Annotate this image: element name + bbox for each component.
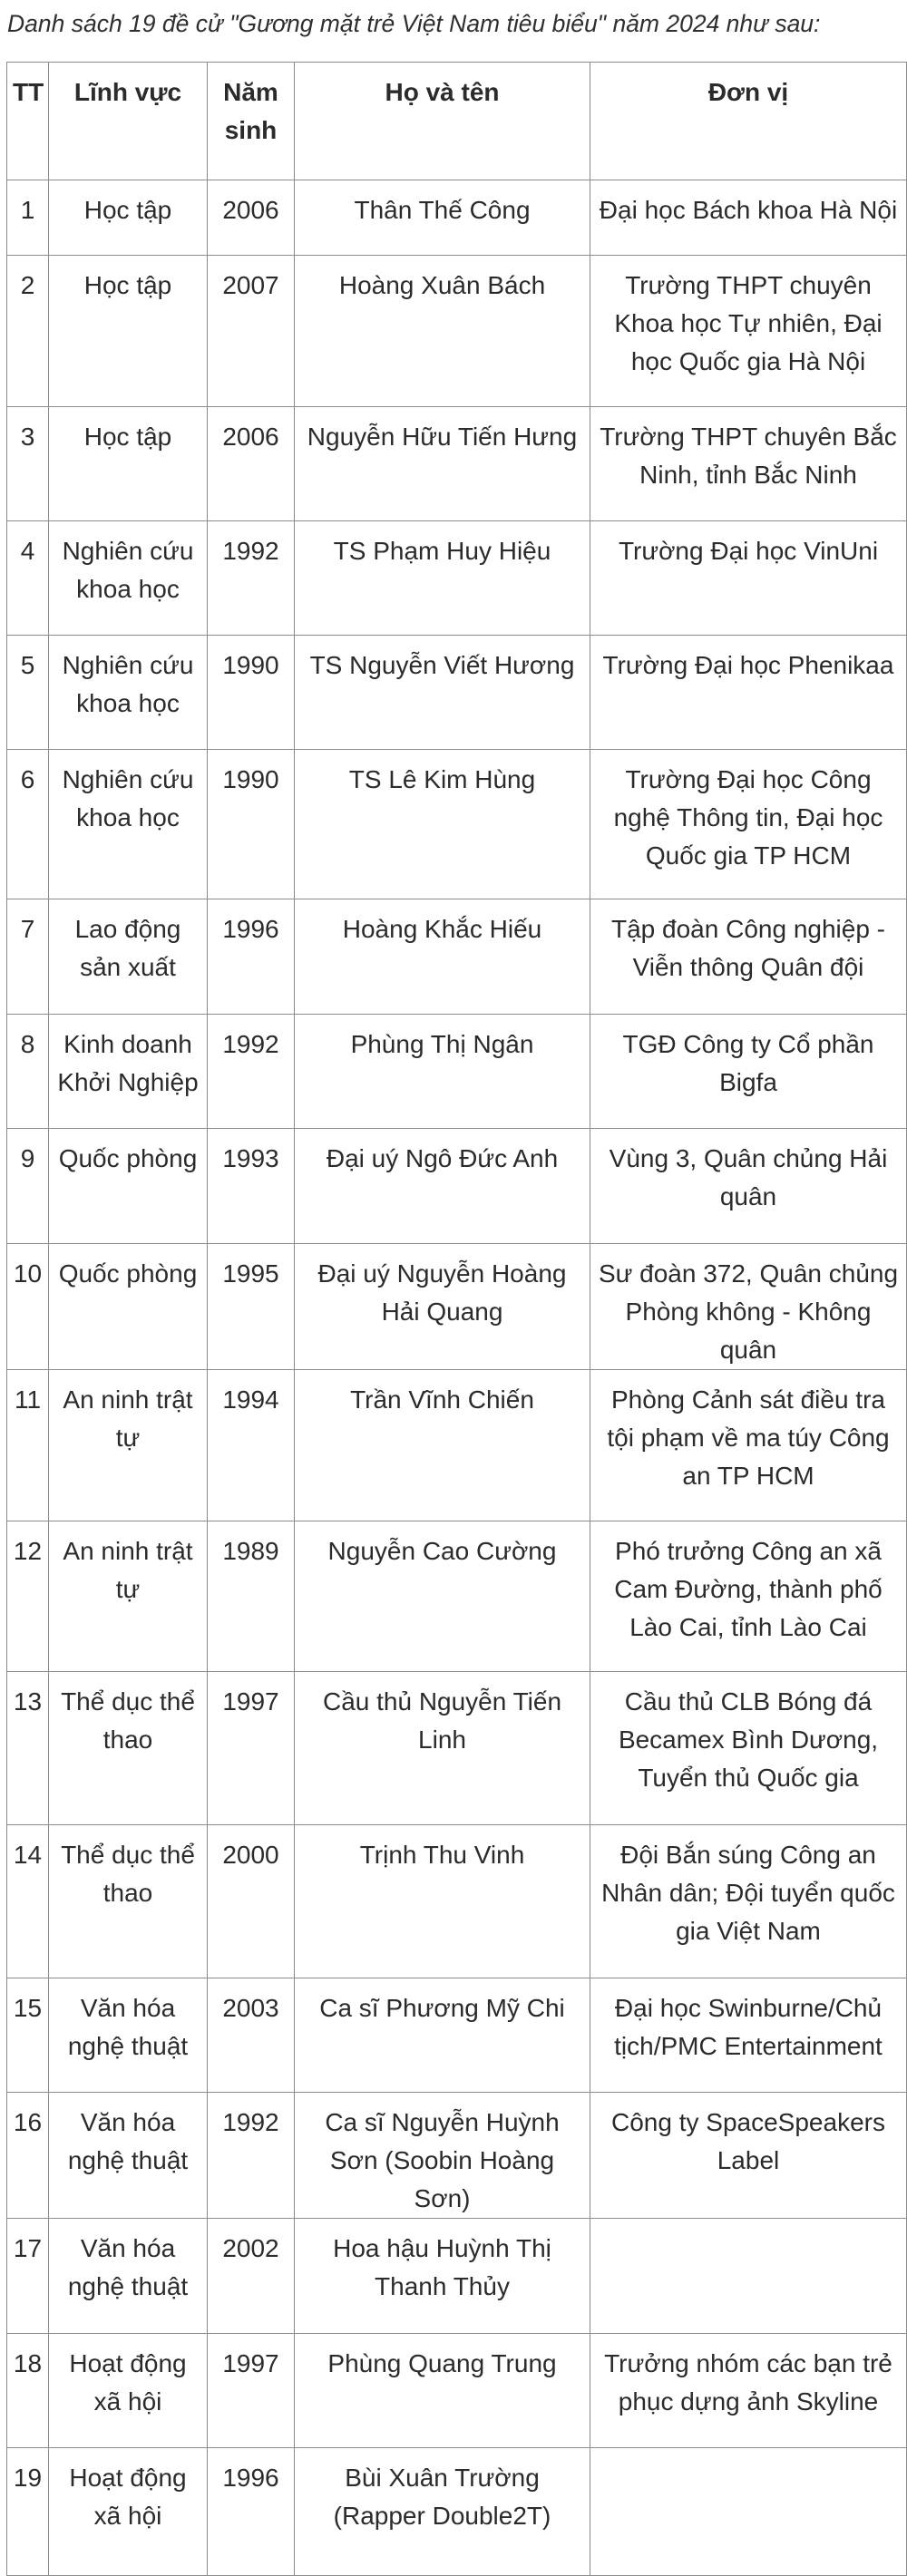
table-row [7,636,907,750]
cell-field: Nghiên cứu khoa học [49,750,208,899]
cell-name: Trần Vĩnh Chiến [295,1370,590,1521]
cell-name: Cầu thủ Nguyễn Tiến Linh [295,1672,590,1825]
table-row [7,1672,907,1825]
cell-name: Nguyễn Cao Cường [295,1521,590,1672]
cell-unit [590,2219,907,2334]
cell-unit: Trường Đại học VinUni [590,521,907,636]
cell-tt: 13 [7,1672,49,1825]
table-row [7,2219,907,2334]
cell-tt: 14 [7,1825,49,1978]
cell-field: Văn hóa nghệ thuật [49,2093,208,2219]
cell-year: 1996 [208,2448,295,2576]
cell-field: Quốc phòng [49,1129,208,1244]
cell-unit: Phó trưởng Công an xã Cam Đường, thành phố Lào Cai, tỉnh Lào Cai [590,1521,907,1672]
cell-tt: 9 [7,1129,49,1244]
cell-field: Thể dục thể thao [49,1825,208,1978]
cell-year: 1995 [208,1244,295,1370]
cell-year: 2003 [208,1978,295,2093]
cell-unit: Phòng Cảnh sát điều tra tội phạm về ma túy Công an TP HCM [590,1370,907,1521]
header-unit: Đơn vị [590,63,907,180]
cell-year: 1997 [208,1672,295,1825]
table-row [7,1244,907,1370]
cell-name: Đại uý Nguyễn Hoàng Hải Quang [295,1244,590,1370]
cell-field: Hoạt động xã hội [49,2334,208,2448]
cell-field: Văn hóa nghệ thuật [49,2219,208,2334]
cell-field: Lao động sản xuất [49,899,208,1015]
cell-field: Thể dục thể thao [49,1672,208,1825]
cell-tt: 5 [7,636,49,750]
header-year: Năm sinh [208,63,295,180]
cell-name: Hoa hậu Huỳnh Thị Thanh Thủy [295,2219,590,2334]
cell-year: 1992 [208,521,295,636]
cell-year: 1990 [208,750,295,899]
cell-unit: Cầu thủ CLB Bóng đá Becamex Bình Dương, Tuyển thủ Quốc gia [590,1672,907,1825]
cell-tt: 7 [7,899,49,1015]
nominees-table [6,62,907,2576]
cell-name: Ca sĩ Nguyễn Huỳnh Sơn (Soobin Hoàng Sơn) [295,2093,590,2219]
table-row [7,1521,907,1672]
table-row [7,899,907,1015]
cell-year: 2006 [208,180,295,256]
cell-unit: Đội Bắn súng Công an Nhân dân; Đội tuyển quốc gia Việt Nam [590,1825,907,1978]
table-row [7,180,907,256]
table-row [7,256,907,407]
cell-year: 1992 [208,2093,295,2219]
cell-unit: Trường THPT chuyên Bắc Ninh, tỉnh Bắc Ninh [590,407,907,521]
table-row [7,1370,907,1521]
cell-field: Học tập [49,256,208,407]
cell-unit: TGĐ Công ty Cổ phần Bigfa [590,1015,907,1129]
cell-year: 1994 [208,1370,295,1521]
cell-field: Nghiên cứu khoa học [49,636,208,750]
cell-name: Bùi Xuân Trường (Rapper Double2T) [295,2448,590,2576]
cell-tt: 12 [7,1521,49,1672]
header-name: Họ và tên [295,63,590,180]
cell-name: Hoàng Xuân Bách [295,256,590,407]
cell-tt: 18 [7,2334,49,2448]
cell-tt: 1 [7,180,49,256]
table-row [7,1825,907,1978]
table-caption: Danh sách 19 đề cử "Gương mặt trẻ Việt Nam tiêu biểu" năm 2024 như sau: [7,10,821,37]
cell-name: Nguyễn Hữu Tiến Hưng [295,407,590,521]
cell-year: 1992 [208,1015,295,1129]
cell-year: 1996 [208,899,295,1015]
cell-year: 2007 [208,256,295,407]
cell-name: TS Nguyễn Viết Hương [295,636,590,750]
cell-year: 1997 [208,2334,295,2448]
cell-tt: 8 [7,1015,49,1129]
header-tt: TT [7,63,49,180]
cell-year: 1989 [208,1521,295,1672]
cell-name: TS Lê Kim Hùng [295,750,590,899]
table-row [7,2448,907,2576]
cell-unit: Trưởng nhóm các bạn trẻ phục dựng ảnh Skyline [590,2334,907,2448]
table-row [7,2334,907,2448]
cell-name: Hoàng Khắc Hiếu [295,899,590,1015]
cell-unit: Trường Đại học Công nghệ Thông tin, Đại học Quốc gia TP HCM [590,750,907,899]
cell-tt: 17 [7,2219,49,2334]
cell-year: 2000 [208,1825,295,1978]
cell-name: Phùng Quang Trung [295,2334,590,2448]
cell-year: 2002 [208,2219,295,2334]
cell-unit: Công ty SpaceSpeakers Label [590,2093,907,2219]
cell-unit: Trường Đại học Phenikaa [590,636,907,750]
cell-name: TS Phạm Huy Hiệu [295,521,590,636]
cell-tt: 16 [7,2093,49,2219]
cell-field: Quốc phòng [49,1244,208,1370]
cell-tt: 6 [7,750,49,899]
table-row [7,1129,907,1244]
header-field: Lĩnh vực [49,63,208,180]
cell-tt: 2 [7,256,49,407]
table-header-row [7,63,907,180]
cell-year: 1990 [208,636,295,750]
cell-year: 1993 [208,1129,295,1244]
table-row [7,2093,907,2219]
cell-unit: Sư đoàn 372, Quân chủng Phòng không - Không quân [590,1244,907,1370]
cell-name: Phùng Thị Ngân [295,1015,590,1129]
cell-unit: Đại học Bách khoa Hà Nội [590,180,907,256]
table-row [7,1978,907,2093]
cell-field: Học tập [49,180,208,256]
cell-tt: 3 [7,407,49,521]
cell-year: 2006 [208,407,295,521]
cell-unit: Tập đoàn Công nghiệp - Viễn thông Quân đội [590,899,907,1015]
table-row [7,521,907,636]
cell-field: Kinh doanh Khởi Nghiệp [49,1015,208,1129]
cell-tt: 15 [7,1978,49,2093]
cell-name: Trịnh Thu Vinh [295,1825,590,1978]
cell-tt: 4 [7,521,49,636]
cell-field: Học tập [49,407,208,521]
cell-field: Hoạt động xã hội [49,2448,208,2576]
cell-field: Văn hóa nghệ thuật [49,1978,208,2093]
cell-field: An ninh trật tự [49,1521,208,1672]
cell-unit [590,2448,907,2576]
cell-name: Ca sĩ Phương Mỹ Chi [295,1978,590,2093]
cell-unit: Đại học Swinburne/Chủ tịch/PMC Entertainment [590,1978,907,2093]
cell-name: Đại uý Ngô Đức Anh [295,1129,590,1244]
cell-tt: 10 [7,1244,49,1370]
cell-field: An ninh trật tự [49,1370,208,1521]
table-row [7,1015,907,1129]
cell-tt: 11 [7,1370,49,1521]
table-row [7,750,907,899]
table-row [7,407,907,521]
cell-field: Nghiên cứu khoa học [49,521,208,636]
cell-unit: Trường THPT chuyên Khoa học Tự nhiên, Đại học Quốc gia Hà Nội [590,256,907,407]
cell-tt: 19 [7,2448,49,2576]
cell-name: Thân Thế Công [295,180,590,256]
cell-unit: Vùng 3, Quân chủng Hải quân [590,1129,907,1244]
